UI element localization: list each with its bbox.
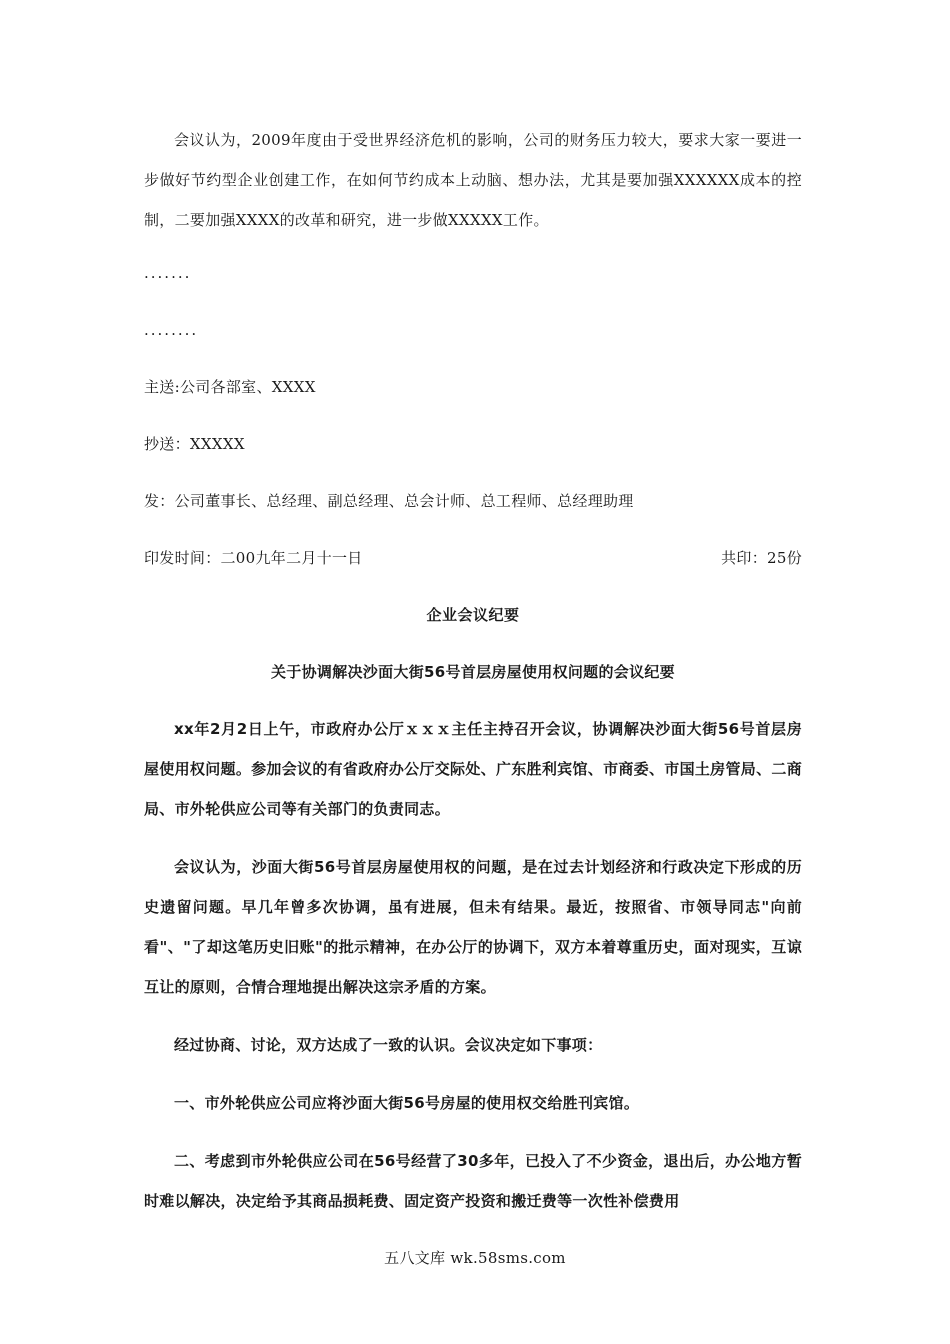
copies-count: 共印：25份 [721, 549, 802, 567]
minutes-paragraph-5: 二、考虑到市外轮供应公司在56号经营了30多年，已投入了不少资金，退出后，办公地方暂时难以解决，决定给予其商品损耗费、固定资产投资和搬迁费等一次性补偿费用 [144, 1152, 802, 1210]
issue-info-row [144, 543, 802, 573]
minutes-paragraph-2: 会议认为，沙面大街56号首层房屋使用权的问题，是在过去计划经济和行政决定下形成的历史遗留问题。早几年曾多次协调，虽有进展，但未有结果。最近，按照省、市领导同志"向前看"、"了却这笔历史旧账"的批示精神，在办公厅的协调下，双方本着尊重历史，面对现实，互谅互让的原则，合情合理地提出解决这宗矛盾的方案。 [144, 858, 802, 996]
minutes-paragraph-3: 经过协商、讨论，双方达成了一致的认识。会议决定如下事项： [174, 1036, 603, 1054]
copy-send-line: 抄送：XXXXX [144, 435, 245, 453]
minutes-paragraph-1: xx年2月2日上午，市政府办公厅ｘｘｘ主任主持召开会议，协调解决沙面大街56号首层房屋使用权问题。参加会议的有省政府办公厅交际处、广东胜利宾馆、市商委、市国土房管局、二商局、市外轮供应公司等有关部门的负责同志。 [144, 720, 802, 818]
minutes-paragraph-4: 一、市外轮供应公司应将沙面大街56号房屋的使用权交给胜刊宾馆。 [174, 1094, 640, 1112]
ellipsis-line-1: ....... [144, 264, 192, 282]
document-page [144, 120, 802, 1239]
issue-date: 印发时间：二00九年二月十一日 [144, 549, 363, 567]
footer-watermark: 五八文库 wk.58sms.com [384, 1249, 566, 1267]
document-subtitle: 关于协调解决沙面大街56号首层房屋使用权问题的会议纪要 [271, 663, 675, 681]
meeting-conclusion-paragraph: 会议认为，2009年度由于受世界经济危机的影响，公司的财务压力较大，要求大家一要进一步做好节约型企业创建工作，在如何节约成本上动脑、想办法，尤其是要加强XXXXXX成本的控制，二要加强XXXX的改革和研究，进一步做XXXXX工作。 [144, 131, 802, 229]
ellipsis-line-2: ........ [144, 321, 199, 339]
distribute-line: 发：公司董事长、总经理、副总经理、总会计师、总工程师、总经理助理 [144, 492, 634, 510]
document-title: 企业会议纪要 [426, 606, 520, 624]
main-send-line: 主送:公司各部室、XXXX [144, 378, 316, 396]
